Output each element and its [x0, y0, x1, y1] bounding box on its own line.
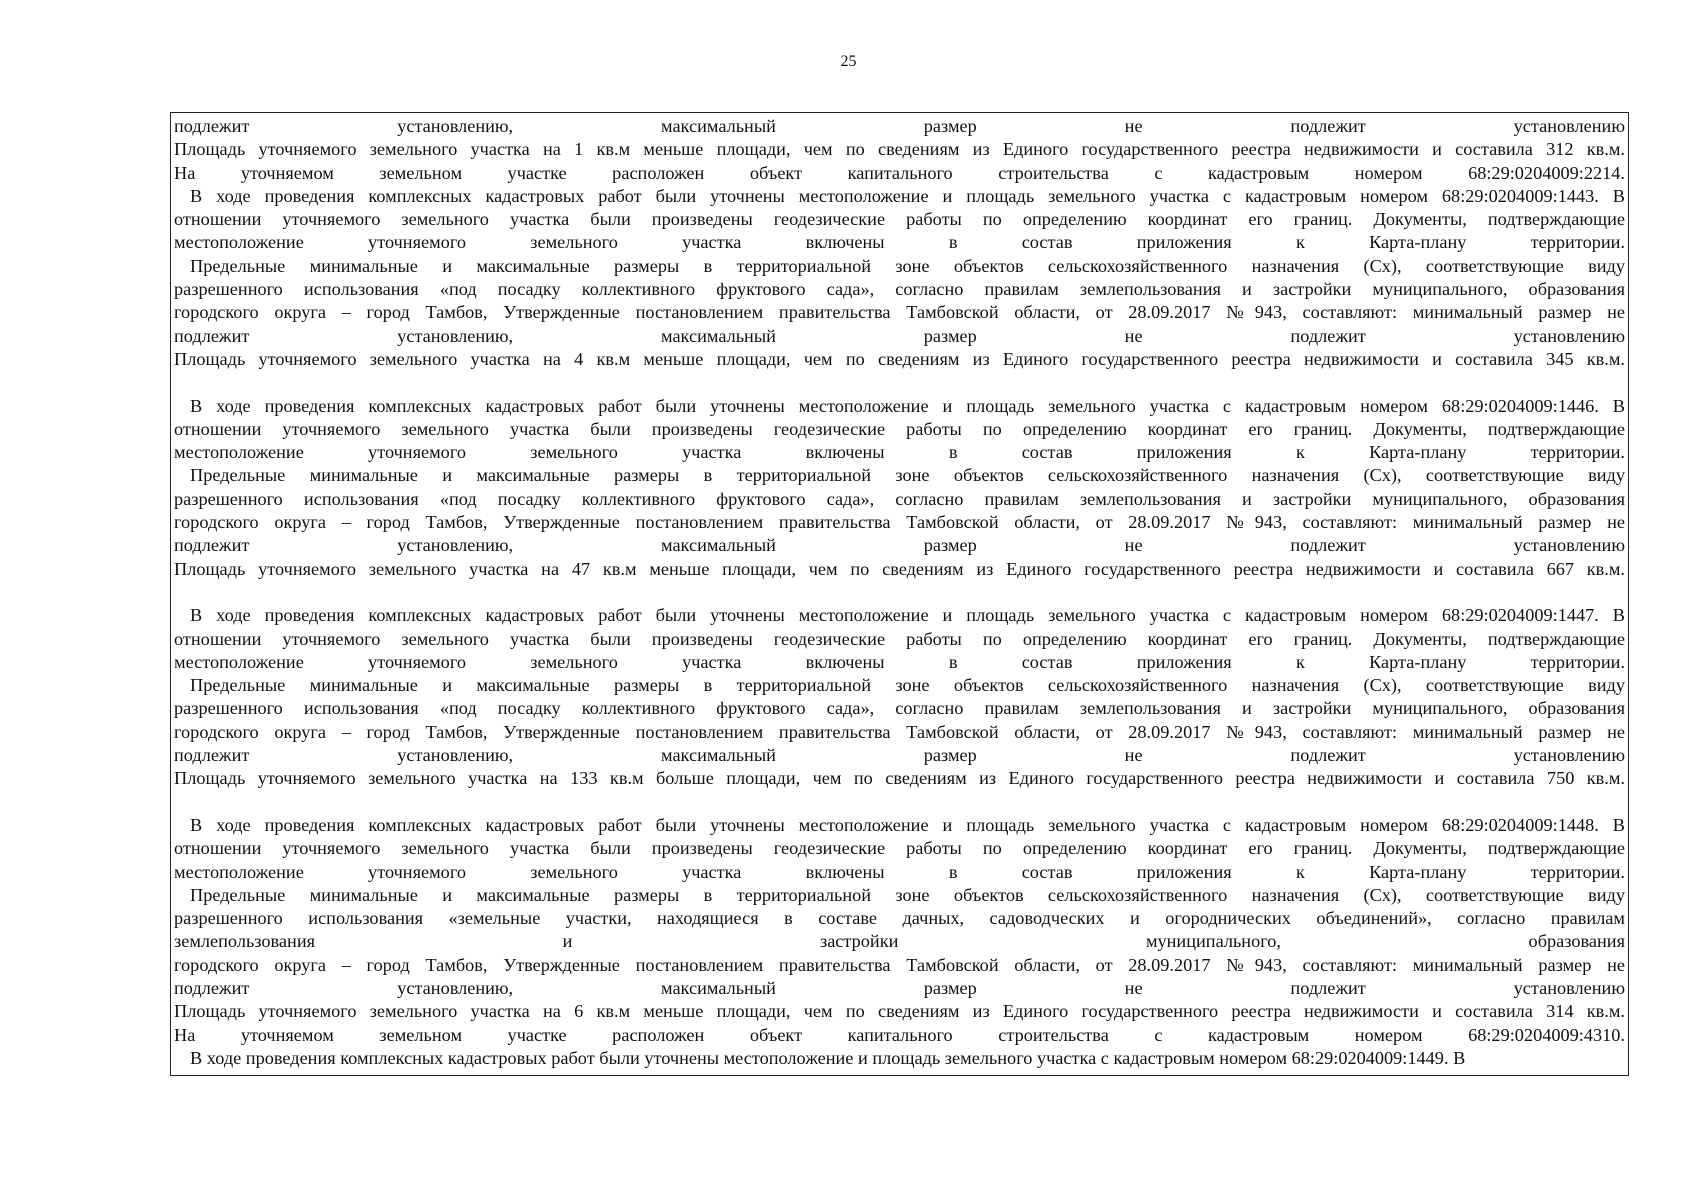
parcel-section [174, 604, 1625, 790]
text-line: В ходе проведения комплексных кадастровых работ были уточнены местоположение и площадь земельного участка с кадастровым номером 68:29:0204009:1443. В [190, 185, 1625, 206]
text-line: местоположение уточняемого земельного участка включены в состав приложения к Карта-плану территории. [174, 861, 1625, 882]
text-line: местоположение уточняемого земельного участка включены в состав приложения к Карта-плану территории. [174, 442, 1625, 463]
parcel-section [174, 814, 1625, 1070]
text-line: Предельные минимальные и максимальные размеры в территориальной зоне объектов сельскохозяйственного назначения (Сх), соответствующие виду [190, 255, 1625, 276]
text-line: В ходе проведения комплексных кадастровых работ были уточнены местоположение и площадь земельного участка с кадастровым номером 68:29:0204009:1447. В [190, 605, 1625, 626]
text-line: Площадь уточняемого земельного участка на 1 кв.м меньше площади, чем по сведениям из Единого государственного реестра недвижимости и составила 312 кв.м. [174, 139, 1625, 160]
text-line: городского округа – город Тамбов, Утвержденные постановлением правительства Тамбовской области, от 28.09.2017 №943, составляют: минимальный размер не [174, 721, 1625, 742]
text-line: подлежит установлению, максимальный размер не подлежит установлению [174, 116, 1625, 136]
parcel-section [174, 395, 1625, 581]
text-line: Площадь уточняемого земельного участка на 133 кв.м больше площади, чем по сведениям из Единого государственного реестра недвижимости и составила 750 кв.м. [174, 768, 1625, 789]
text-line: Предельные минимальные и максимальные размеры в территориальной зоне объектов сельскохозяйственного назначения (Сх), соответствующие виду [190, 675, 1625, 696]
text-line: Площадь уточняемого земельного участка на 6 кв.м меньше площади, чем по сведениям из Единого государственного реестра недвижимости и составила 314 кв.м. [174, 1001, 1625, 1022]
text-line: землепользования и застройки муниципального, образования [174, 931, 1625, 952]
text-line: городского округа – город Тамбов, Утвержденные постановлением правительства Тамбовской области, от 28.09.2017 №943, составляют: минимальный размер не [174, 512, 1625, 533]
text-line: подлежит установлению, максимальный размер не подлежит установлению [174, 745, 1625, 766]
text-line: отношении уточняемого земельного участка были произведены геодезические работы по определению координат его границ. Документы, подтверждающие [174, 628, 1625, 649]
text-line: городского округа – город Тамбов, Утвержденные постановлением правительства Тамбовской области, от 28.09.2017 №943, составляют: минимальный размер не [174, 302, 1625, 323]
page-number: 25 [840, 53, 857, 70]
text-line: городского округа – город Тамбов, Утвержденные постановлением правительства Тамбовской области, от 28.09.2017 №943, составляют: минимальный размер не [174, 954, 1625, 975]
text-line: В ходе проведения комплексных кадастровых работ были уточнены местоположение и площадь земельного участка с кадастровым номером 68:29:0204009:1448. В [190, 814, 1625, 835]
text-line: отношении уточняемого земельного участка были произведены геодезические работы по определению координат его границ. Документы, подтверждающие [174, 418, 1625, 439]
text-line: Площадь уточняемого земельного участка на 4 кв.м меньше площади, чем по сведениям из Единого государственного реестра недвижимости и составила 345 кв.м. [174, 348, 1625, 369]
text-line: Предельные минимальные и максимальные размеры в территориальной зоне объектов сельскохозяйственного назначения (Сх), соответствующие виду [190, 884, 1625, 905]
text-line: местоположение уточняемого земельного участка включены в состав приложения к Карта-плану территории. [174, 232, 1625, 253]
text-line: местоположение уточняемого земельного участка включены в состав приложения к Карта-плану территории. [174, 651, 1625, 672]
text-line: На уточняемом земельном участке расположен объект капитального строительства с кадастровым номером 68:29:0204009:4310. [174, 1024, 1625, 1045]
text-line: разрешенного использования «под посадку коллективного фруктового сада», согласно правилам землепользования и застройки муниципального, образования [174, 698, 1625, 719]
document-text-frame [170, 112, 1629, 1076]
text-line: разрешенного использования «земельные участки, находящиеся в составе дачных, садоводческих и огороднических объединений», согласно правилам [174, 908, 1625, 929]
text-line: разрешенного использования «под посадку коллективного фруктового сада», согласно правилам землепользования и застройки муниципального, образования [174, 488, 1625, 509]
parcel-section [174, 115, 1625, 371]
text-line: отношении уточняемого земельного участка были произведены геодезические работы по определению координат его границ. Документы, подтверждающие [174, 209, 1625, 230]
paragraph-gap [174, 371, 1625, 394]
text-line: подлежит установлению, максимальный размер не подлежит установлению [174, 535, 1625, 556]
text-line: Предельные минимальные и максимальные размеры в территориальной зоне объектов сельскохозяйственного назначения (Сх), соответствующие виду [190, 465, 1625, 486]
text-line: Площадь уточняемого земельного участка на 47 кв.м меньше площади, чем по сведениям из Единого государственного реестра недвижимости и составила 667 кв.м. [174, 558, 1625, 579]
text-line: В ходе проведения комплексных кадастровых работ были уточнены местоположение и площадь земельного участка с кадастровым номером 68:29:0204009:1449. В [190, 1047, 1466, 1068]
text-line: подлежит установлению, максимальный размер не подлежит установлению [174, 325, 1625, 346]
paragraph-gap [174, 791, 1625, 814]
text-line: отношении уточняемого земельного участка были произведены геодезические работы по определению координат его границ. Документы, подтверждающие [174, 838, 1625, 859]
text-line: подлежит установлению, максимальный размер не подлежит установлению [174, 977, 1625, 998]
paragraph-gap [174, 581, 1625, 604]
text-line: В ходе проведения комплексных кадастровых работ были уточнены местоположение и площадь земельного участка с кадастровым номером 68:29:0204009:1446. В [190, 395, 1625, 416]
text-line: разрешенного использования «под посадку коллективного фруктового сада», согласно правилам землепользования и застройки муниципального, образования [174, 279, 1625, 300]
text-line: На уточняемом земельном участке расположен объект капитального строительства с кадастровым номером 68:29:0204009:2214. [174, 162, 1625, 183]
